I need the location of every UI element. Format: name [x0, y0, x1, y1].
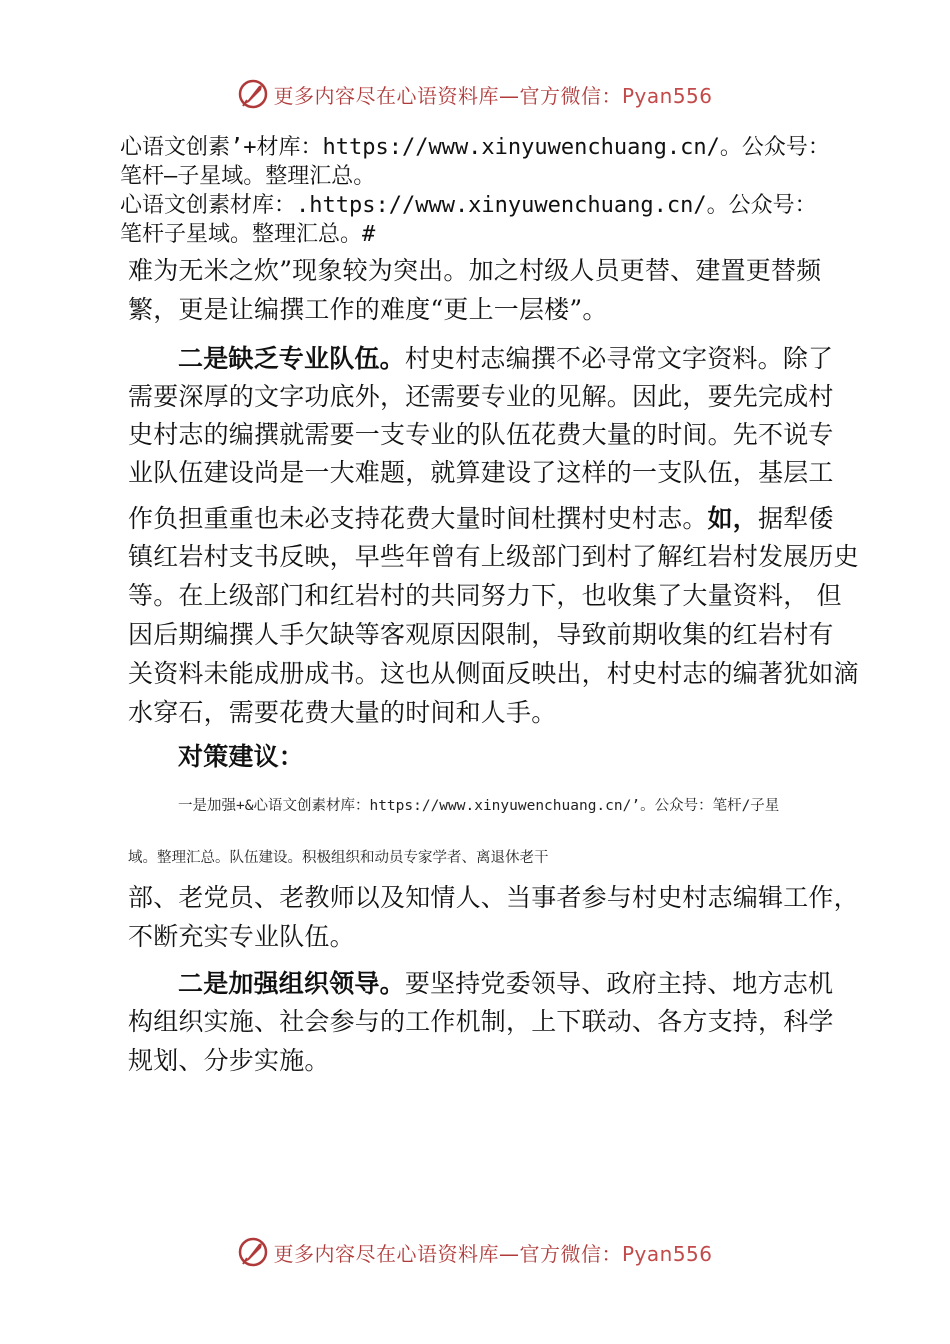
- paragraph-line: [178, 339, 833, 375]
- paragraph-line: 构组织实施、社会参与的工作机制，上下联动、各方支持，科学: [128, 1007, 834, 1036]
- feather-pen-logo-icon: [237, 78, 269, 110]
- paragraph-text: 据犁倭: [758, 504, 834, 533]
- section-heading: 二是缺乏专业队伍。: [178, 344, 405, 373]
- paragraph-line: 镇红岩村支书反映，早些年曾有上级部门到村了解红岩村发展历史: [128, 542, 859, 571]
- small-source-line-2: 域。整理汇总。队伍建设。积极组织和动员专家学者、离退休老干: [128, 850, 549, 866]
- source-line-3: 心语文创素材库：.https://www.xinyuwenchuang.cn/。公众号：: [120, 193, 817, 218]
- wechat-id: Pyan556: [621, 83, 713, 108]
- paragraph-text: 村史村志编撰不必寻常文字资料。除了: [404, 344, 834, 373]
- paragraph-line: 因后期编撰人手欠缺等客观原因限制，导致前期收集的红岩村有: [128, 620, 834, 649]
- header-banner: [0, 74, 950, 114]
- paragraph-line: 等。在上级部门和红岩村的共同努力下，也收集了大量资料， 但: [128, 581, 842, 610]
- paragraph-text: 要坚持党委领导、政府主持、地方志机: [404, 969, 834, 998]
- paragraph-line: [178, 964, 833, 1000]
- paragraph-line: 需要深厚的文字功底外，还需要专业的见解。因此，要先完成村: [128, 382, 834, 411]
- banner-text: 更多内容尽在心语资料库—官方微信：Pyan556: [273, 1241, 713, 1266]
- emphasis-text: 如，: [707, 504, 759, 533]
- footer-banner: [0, 1232, 950, 1272]
- feather-pen-logo-icon: [237, 1236, 269, 1268]
- small-source-line-1: 一是加强+&心语文创素材库：https://www.xinyuwenchuang.cn/’。公众号：笔杆/子星: [178, 798, 780, 814]
- source-line-1: 心语文创素’+材库：https://www.xinyuwenchuang.cn/。公众号：: [120, 135, 830, 160]
- paragraph-line: 不断充实专业队伍。: [128, 922, 355, 951]
- paragraph-line: 业队伍建设尚是一大难题，就算建设了这样的一支队伍，基层工: [128, 458, 834, 487]
- paragraph-line: 部、老党员、老教师以及知情人、当事者参与村史村志编辑工作，: [128, 883, 859, 912]
- paragraph-text: 作负担重重也未必支持花费大量时间杜撰村史村志。: [128, 504, 708, 533]
- paragraph-line: 难为无米之炊”现象较为突出。加之村级人员更替、建置更替频: [128, 256, 822, 285]
- paragraph-line: 关资料未能成册成书。这也从侧面反映出，村史村志的编著犹如滴: [128, 659, 859, 688]
- wechat-id: Pyan556: [621, 1241, 713, 1266]
- source-line-2: 笔杆—子星域。整理汇总。: [120, 164, 376, 189]
- paragraph-line: 规划、分步实施。: [128, 1046, 330, 1075]
- banner-text: 更多内容尽在心语资料库—官方微信：Pyan556: [273, 83, 713, 108]
- suggestion-heading: 对策建议：: [178, 742, 305, 771]
- paragraph-line: 史村志的编撰就需要一支专业的队伍花费大量的时间。先不说专: [128, 420, 834, 449]
- paragraph-line: [128, 499, 834, 535]
- paragraph-line: 水穿石，需要花费大量的时间和人手。: [128, 698, 557, 727]
- paragraph-line: 繁，更是让编撰工作的难度“更上一层楼”。: [128, 295, 608, 324]
- section-heading: 二是加强组织领导。: [178, 969, 405, 998]
- source-line-4: 笔杆子星域。整理汇总。#: [120, 222, 376, 247]
